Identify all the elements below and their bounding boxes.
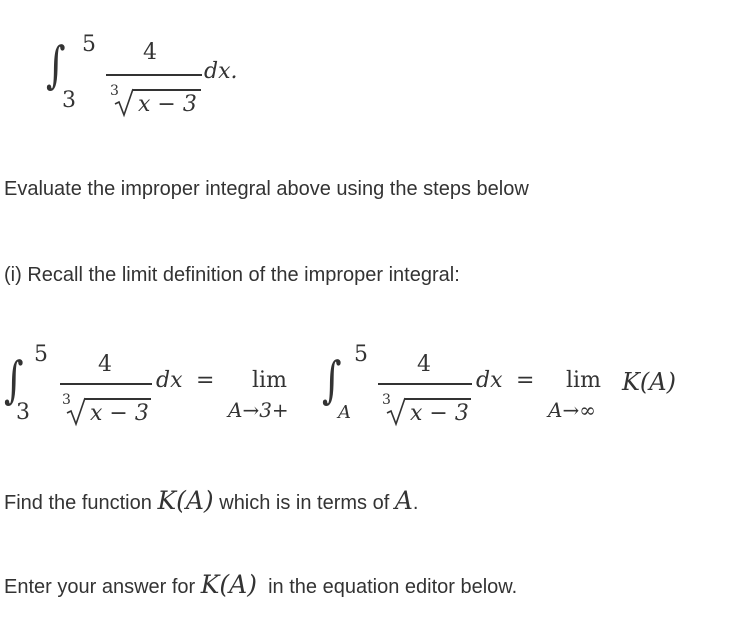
find-prefix: Find the function [4,492,158,514]
radical-sign-icon [114,88,134,118]
radicand: x − 3 [138,92,197,117]
fraction-bar [106,74,202,76]
fraction-bar [60,383,152,385]
radicand: x − 3 [410,401,469,426]
limit-word: lim [252,368,287,393]
differential: dx [156,368,183,393]
lower-limit: A [338,402,351,423]
radical-bar [133,89,201,91]
find-end: . [412,492,419,514]
limit-subscript: A→3+ [228,398,289,422]
equals-sign: = [516,368,535,393]
differential: dx [476,368,503,393]
fraction-bar [378,383,472,385]
k-of-a-inline: K(A) [200,570,257,599]
a-inline: A [394,486,413,515]
radical-bar [85,398,151,400]
root-index: 3 [382,392,391,408]
differential: dx. [204,59,238,84]
root-index: 3 [110,83,119,99]
enter-prefix: Enter your answer for [4,576,201,598]
numerator: 4 [98,352,112,377]
radical-bar [405,398,471,400]
upper-limit: 5 [82,32,96,57]
integral-sign: ∫ [322,351,342,409]
limit-word: lim [566,368,601,393]
upper-limit: 5 [354,342,368,367]
k-of-a-inline: K(A) [157,486,214,515]
lower-limit: 3 [62,88,76,113]
radicand: x − 3 [90,401,149,426]
root-index: 3 [62,392,71,408]
numerator: 4 [417,352,431,377]
find-function-text [4,486,418,515]
numerator: 4 [143,40,157,65]
upper-limit: 5 [34,342,48,367]
equals-sign: = [196,368,215,393]
limit-subscript: A→∞ [548,398,596,422]
integral-sign: ∫ [46,36,66,94]
radical-sign-icon [386,397,406,427]
k-of-a: K(A) [622,368,676,396]
enter-answer-text [4,570,517,599]
lower-limit: 3 [16,400,30,425]
integral-sign: ∫ [4,351,24,409]
enter-suffix: in the equation editor below. [257,576,518,598]
instruction-text: Evaluate the improper integral above using the steps below [4,178,529,200]
find-suffix: which is in terms of [213,492,395,514]
radical-sign-icon [66,397,86,427]
step-one-text: (i) Recall the limit definition of the improper integral: [4,264,460,286]
